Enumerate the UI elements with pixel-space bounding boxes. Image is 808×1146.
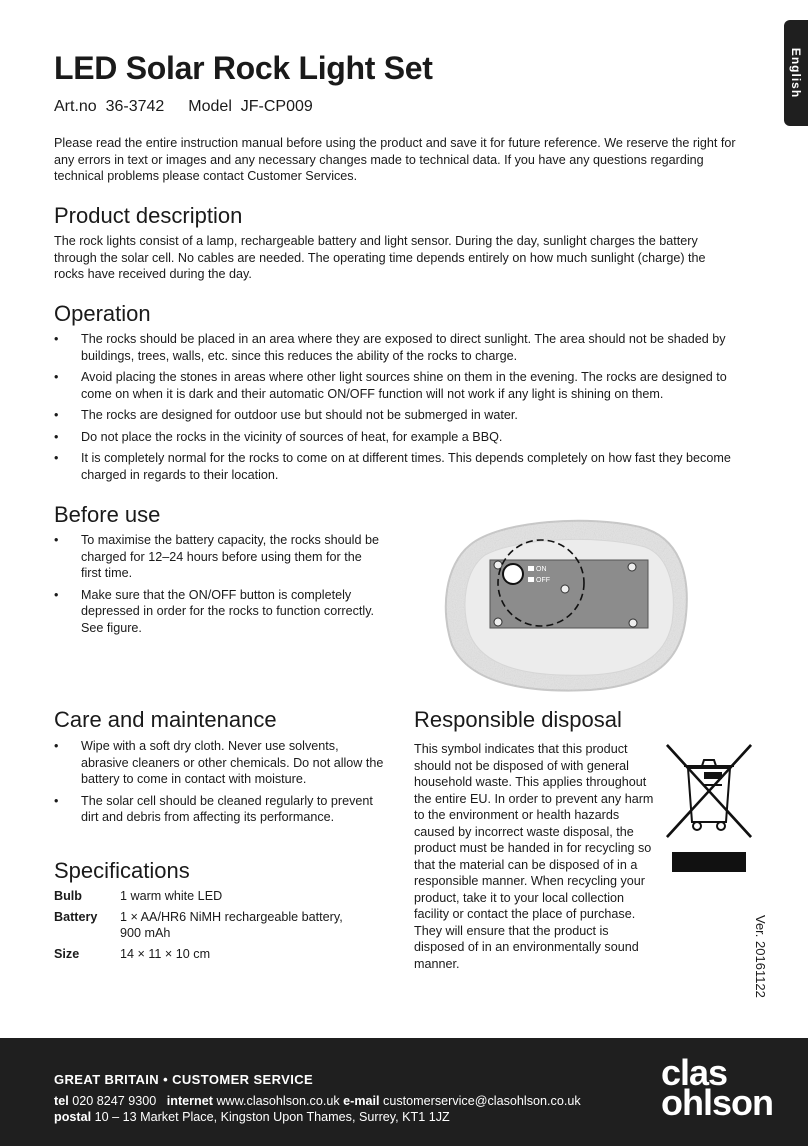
spec-row — [54, 909, 374, 942]
brand-line-2: ohlson — [661, 1082, 773, 1123]
care-list — [54, 738, 386, 831]
footer-contact-line — [54, 1094, 581, 1108]
spec-value: 1 × AA/HR6 NiMH rechargeable battery, 900 mAh — [120, 909, 343, 940]
email-label: e-mail — [343, 1094, 380, 1108]
internet-label: internet — [166, 1094, 213, 1108]
model-value: JF-CP009 — [240, 98, 313, 115]
spec-value: 1 warm white LED — [120, 889, 223, 903]
list-item: • Make sure that the ON/OFF button is completely depressed in order for the rocks to function correctly. See figure. — [54, 587, 384, 637]
disposal-heading: Responsible disposal — [414, 707, 622, 732]
artno-value: 36-3742 — [105, 98, 165, 115]
on-off-button-icon — [503, 564, 523, 584]
version-label: Ver. 20161122 — [753, 915, 768, 998]
figure-on-label: ON — [536, 566, 547, 573]
screw-icon — [494, 618, 502, 626]
before-use-list — [54, 532, 384, 641]
artno-label: Art.no — [54, 98, 97, 115]
figure-off-label: OFF — [536, 577, 550, 584]
care-heading: Care and maintenance — [54, 707, 277, 732]
email-link[interactable]: customerservice@clasohlson.co.uk — [383, 1094, 581, 1108]
tel-value[interactable]: 020 8247 9300 — [72, 1094, 157, 1108]
specifications-heading: Specifications — [54, 858, 190, 883]
website-link[interactable]: www.clasohlson.co.uk — [216, 1094, 340, 1108]
product-description-heading: Product description — [54, 203, 243, 228]
rock-light-figure — [440, 515, 690, 695]
spec-row — [54, 888, 374, 905]
brand-line-1: clas — [661, 1052, 728, 1093]
list-item: • The solar cell should be cleaned regularly to prevent dirt and debris from affecting its performance. — [54, 793, 386, 826]
footer-title: GREAT BRITAIN • CUSTOMER SERVICE — [54, 1072, 314, 1087]
tel-label: tel — [54, 1094, 69, 1108]
intro-text: Please read the entire instruction manual before using the product and save it for future reference. We reserve the right for any errors in text or images and any necessary changes made to technical data. If you have any questions regarding technical problems please contact Customer Services. — [54, 136, 736, 183]
operation-heading: Operation — [54, 301, 151, 326]
list-item: • Wipe with a soft dry cloth. Never use solvents, abrasive cleaners or other chemicals. Do not allow the battery to come in contact with moisture. — [54, 738, 386, 788]
spec-row — [54, 946, 374, 963]
list-item: • The rocks are designed for outdoor use but should not be submerged in water. — [54, 407, 754, 424]
spec-key: Battery — [54, 909, 98, 924]
screw-icon — [629, 619, 637, 627]
screw-icon — [494, 561, 502, 569]
spec-table — [54, 888, 374, 966]
screw-icon — [628, 563, 636, 571]
list-item: • The rocks should be placed in an area where they are exposed to direct sunlight. The area should not be shaded by buildings, trees, walls, etc. since this reduces the ability of the rocks to charge. — [54, 331, 754, 364]
list-item: • Avoid placing the stones in areas where other light sources shine on them in the evening. The rocks are designed to come on when it is dark and their automatic ON/OFF function will not work if any light is shining on them. — [54, 369, 754, 402]
footer-postal-line — [54, 1110, 450, 1124]
page-title: LED Solar Rock Light Set — [54, 50, 433, 86]
brand-logo — [661, 1052, 773, 1123]
footer — [0, 1038, 808, 1146]
language-tab — [784, 20, 808, 126]
postal-label: postal — [54, 1110, 92, 1124]
on-symbol-icon — [528, 566, 534, 571]
list-item: • To maximise the battery capacity, the rocks should be charged for 12–24 hours before using them for the first time. — [54, 532, 384, 582]
list-item: • It is completely normal for the rocks to come on at different times. This depends completely on how fast they become charged in regards to their location. — [54, 450, 754, 483]
operation-list — [54, 331, 754, 488]
model-label: Model — [188, 98, 232, 115]
article-info — [54, 98, 313, 116]
weee-bin-icon — [664, 742, 754, 874]
off-symbol-icon — [528, 577, 534, 582]
language-label: English — [789, 47, 803, 99]
list-item: • Do not place the rocks in the vicinity of sources of heat, for example a BBQ. — [54, 429, 754, 446]
spec-key: Bulb — [54, 889, 82, 903]
postal-address: 10 – 13 Market Place, Kingston Upon Thames, Surrey, KT1 1JZ — [94, 1110, 450, 1124]
disposal-text: This symbol indicates that this product should not be disposed of with general household waste. This applies throughout the entire EU. In order to prevent any harm to the environment or health hazards caused by incorrect waste disposal, the product must be handed in for recycling so that the material can be disposed of in a responsible manner. When recycling your product, take it to your local collection facility or contact the place of purchase. They will ensure that the product is disposed of in an environmentally sound manner. — [414, 742, 654, 971]
product-description-text: The rock lights consist of a lamp, rechargeable battery and light sensor. During the day, sunlight charges the battery through the solar cell. No cables are needed. The operating time depends entirely on how much sunlight (charge) the rocks have received during the day. — [54, 234, 706, 281]
spec-key: Size — [54, 946, 80, 961]
before-use-heading: Before use — [54, 502, 161, 527]
screw-icon — [561, 585, 569, 593]
spec-value: 14 × 11 × 10 cm — [120, 946, 211, 961]
